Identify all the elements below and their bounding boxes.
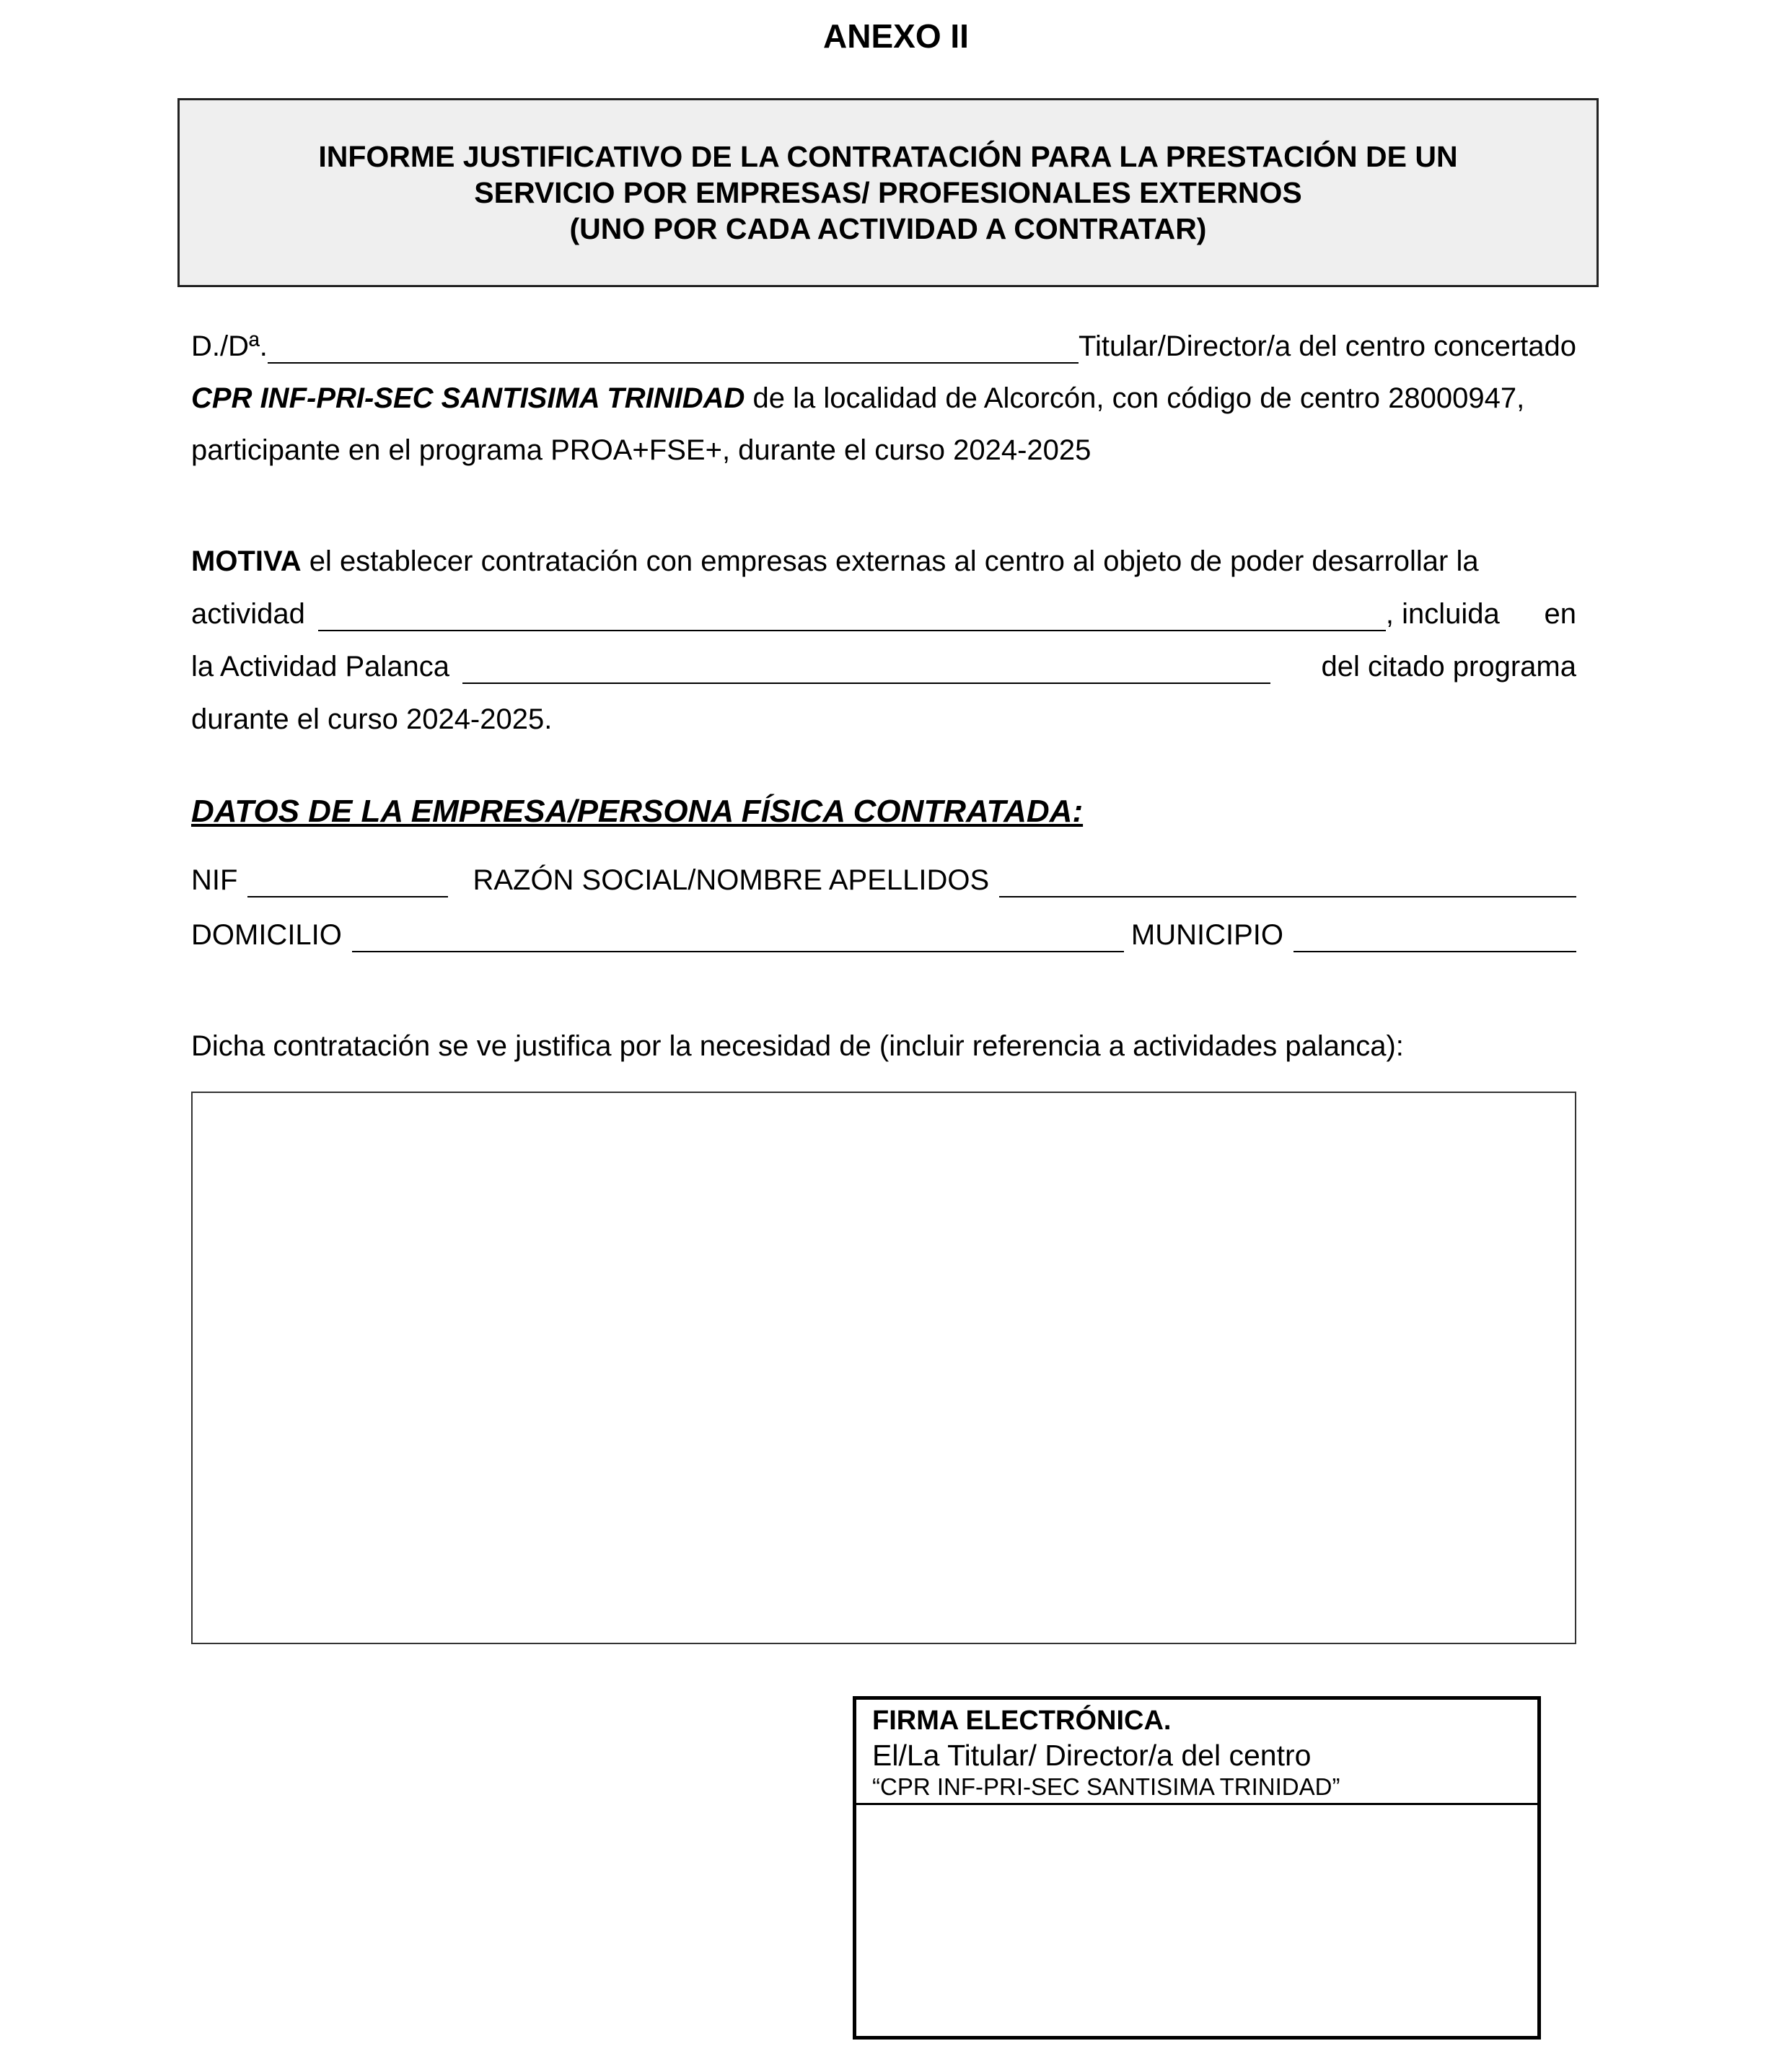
activity-suffix-en: en (1544, 598, 1576, 630)
razon-social-label: RAZÓN SOCIAL/NOMBRE APELLIDOS (473, 864, 990, 896)
justification-textarea[interactable] (191, 1092, 1576, 1644)
activity-line (191, 597, 1576, 631)
justification-line (191, 1029, 1576, 1063)
report-title-line-3: (UNO POR CADA ACTIVIDAD A CONTRATAR) (569, 212, 1207, 245)
director-name-field[interactable] (268, 338, 1079, 364)
course-line (191, 702, 1576, 737)
motiva-text: el establecer contratación con empresas externas al centro al objeto de poder desarrollar la (301, 545, 1479, 577)
director-prefix: D./Dª. (191, 330, 268, 362)
palanca-label: la Actividad Palanca (191, 651, 450, 682)
nif-field[interactable] (247, 872, 448, 897)
signature-header (856, 1700, 1537, 1805)
course-text: durante el curso 2024-2025. (191, 703, 553, 735)
razon-social-field[interactable] (999, 872, 1576, 897)
program-text: participante en el programa PROA+FSE+, durante el curso 2024-2025 (191, 434, 1092, 466)
nif-line (191, 863, 1576, 897)
activity-label: actividad (191, 598, 305, 630)
signature-area[interactable] (856, 1805, 1537, 2036)
motiva-label: MOTIVA (191, 545, 302, 577)
signature-box (853, 1696, 1541, 2040)
justification-label: Dicha contratación se ve justifica por la necesidad de (incluir referencia a actividades palanca): (191, 1030, 1404, 1062)
company-section-heading: DATOS DE LA EMPRESA/PERSONA FÍSICA CONTRATADA: (191, 794, 1084, 829)
nif-label: NIF (191, 864, 238, 896)
signature-role: El/La Titular/ Director/a del centro (872, 1739, 1312, 1772)
document-title: ANEXO II (823, 17, 969, 55)
palanca-suffix: del citado programa (1321, 651, 1576, 682)
report-title-line-1: INFORME JUSTIFICATIVO DE LA CONTRATACIÓN PARA LA PRESTACIÓN DE UN (318, 140, 1458, 173)
activity-suffix: , incluida (1385, 598, 1500, 630)
domicilio-line (191, 918, 1576, 952)
report-title-box (177, 98, 1599, 287)
centre-locality-text: de la localidad de Alcorcón, con código de centro 28000947, (745, 382, 1525, 414)
activity-field[interactable] (318, 605, 1386, 631)
centre-line (191, 381, 1576, 416)
palanca-line (191, 649, 1576, 684)
municipio-label: MUNICIPIO (1130, 919, 1284, 951)
municipio-field[interactable] (1294, 926, 1576, 952)
director-line (191, 329, 1576, 364)
report-title-line-2: SERVICIO POR EMPRESAS/ PROFESIONALES EXTERNOS (474, 176, 1302, 209)
program-line (191, 433, 1576, 467)
palanca-field[interactable] (462, 658, 1270, 684)
motiva-line-1 (191, 544, 1576, 579)
centre-name: CPR INF-PRI-SEC SANTISIMA TRINIDAD (191, 382, 745, 414)
domicilio-field[interactable] (352, 926, 1124, 952)
director-role: Titular/Director/a del centro concertado (1079, 330, 1576, 362)
signature-title: FIRMA ELECTRÓNICA. (872, 1706, 1172, 1736)
domicilio-label: DOMICILIO (191, 919, 342, 951)
signature-centre: “CPR INF-PRI-SEC SANTISIMA TRINIDAD” (872, 1773, 1340, 1800)
